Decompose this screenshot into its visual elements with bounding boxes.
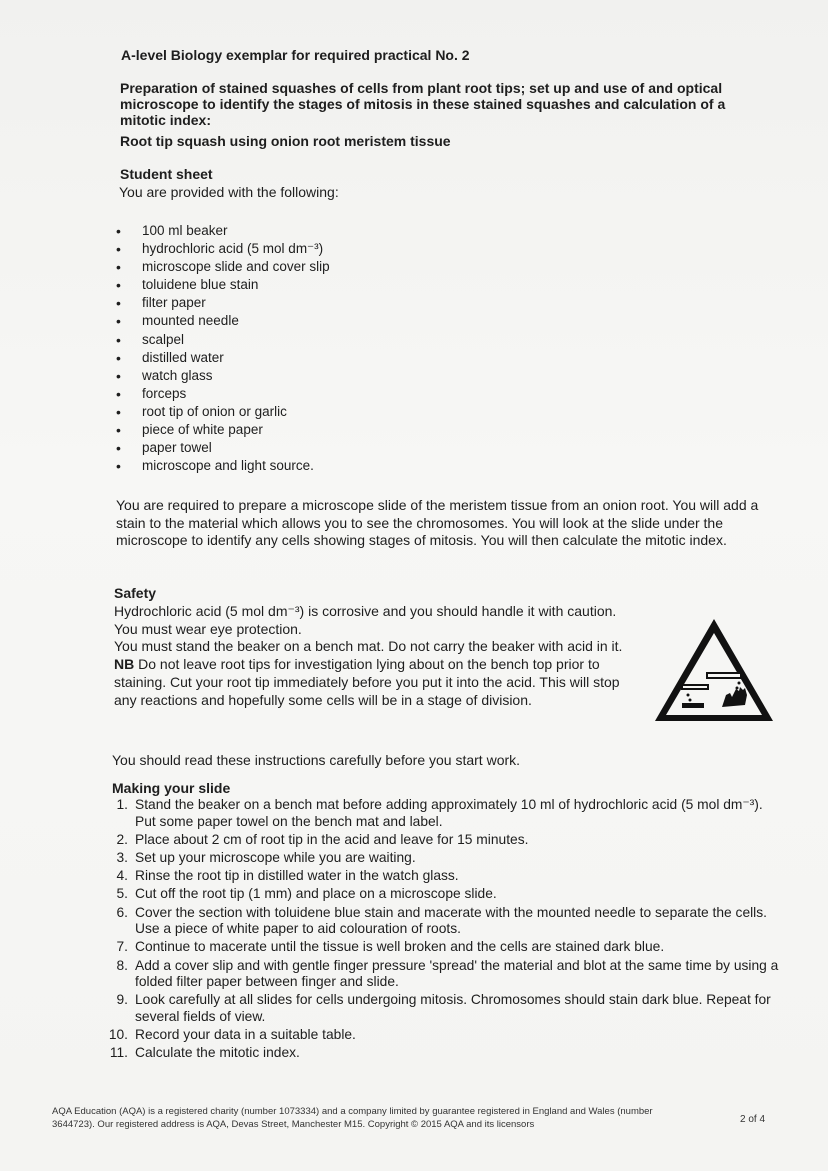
step-number: 10.	[108, 1027, 128, 1043]
step-number: 7.	[116, 939, 128, 955]
making-slide-heading: Making your slide	[112, 780, 231, 796]
step-text: Set up your microscope while you are waiting.	[135, 849, 416, 865]
safety-section	[114, 585, 644, 710]
step-number: 3.	[116, 849, 128, 865]
step-item	[104, 905, 784, 938]
step-text: Rinse the root tip in distilled water in the watch glass.	[135, 868, 459, 884]
method-steps	[104, 797, 784, 1063]
student-sheet-heading: Student sheet	[120, 166, 213, 182]
list-item: • microscope slide and cover slip	[116, 258, 330, 276]
step-text: Continue to macerate until the tissue is well broken and the cells are stained dark blue.	[135, 939, 665, 955]
footer-legal: AQA Education (AQA) is a registered charity (number 1073334) and a company limited by guarantee registered in England and Wales (number 3644723). Our registered address is AQA, Devas Street, Manchester M15. Copyright © 2015 AQA and its licensors	[52, 1106, 653, 1130]
list-item: • filter paper	[116, 294, 330, 312]
step-number: 1.	[116, 797, 128, 812]
step-item	[104, 958, 784, 991]
step-item	[104, 992, 784, 1025]
list-item: • scalpel	[116, 331, 330, 349]
step-text: Add a cover slip and with gentle finger pressure 'spread' the material and blot at the same time by using a folded filter paper between finger and slide.	[135, 957, 779, 990]
step-item	[104, 797, 784, 830]
step-item	[104, 850, 784, 867]
list-item: • toluidene blue stain	[116, 276, 330, 294]
step-text: Stand the beaker on a bench mat before adding approximately 10 ml of hydrochloric acid (5 mol dm⁻³). Put some paper towel on the bench mat and label.	[135, 797, 763, 829]
document-title: A-level Biology exemplar for required practical No. 2	[121, 47, 470, 63]
list-item: • paper towel	[116, 439, 330, 457]
step-number: 8.	[116, 957, 128, 973]
list-item: • distilled water	[116, 349, 330, 367]
step-text: Look carefully at all slides for cells undergoing mitosis. Chromosomes should stain dark blue. Repeat for several fields of view.	[135, 992, 771, 1024]
step-text: Record your data in a suitable table.	[135, 1027, 356, 1043]
step-number: 5.	[116, 886, 128, 902]
step-item	[104, 832, 784, 849]
step-number: 9.	[116, 992, 128, 1008]
step-number: 11.	[109, 1045, 128, 1061]
list-item: • piece of white paper	[116, 421, 330, 439]
list-item: • watch glass	[116, 367, 330, 385]
safety-heading: Safety	[114, 585, 157, 601]
step-text: Place about 2 cm of root tip in the acid and leave for 15 minutes.	[135, 831, 529, 847]
step-number: 4.	[116, 868, 128, 884]
step-item	[104, 886, 784, 903]
safety-line-eye: You must wear eye protection.	[114, 620, 302, 637]
step-item	[104, 868, 784, 885]
step-item	[104, 939, 784, 956]
list-item: • mounted needle	[116, 312, 330, 330]
list-item: • 100 ml beaker	[116, 222, 330, 240]
task-description: You are required to prepare a microscope slide of the meristem tissue from an onion root. You will add a stain to the material which allows you to see the chromosomes. You will look at the slide under the microscope to identify any cells showing stages of mitosis. You will then calculate the mitotic index.	[116, 497, 759, 548]
document-subtitle: Preparation of stained squashes of cells from plant root tips; set up and use of and optical microscope to identify the stages of mitosis in these stained squashes and calculation of a mitotic index:	[120, 80, 726, 128]
step-number: 6.	[116, 904, 128, 920]
step-item	[104, 1045, 784, 1062]
safety-line-acid: Hydrochloric acid (5 mol dm⁻³) is corrosive and you should handle it with caution.	[114, 602, 617, 619]
step-text: Cut off the root tip (1 mm) and place on a microscope slide.	[135, 886, 497, 902]
student-sheet-intro: You are provided with the following:	[119, 184, 339, 200]
list-item: • hydrochloric acid (5 mol dm⁻³)	[116, 240, 330, 258]
step-number: 2.	[116, 831, 128, 847]
step-text: Calculate the mitotic index.	[135, 1045, 300, 1061]
page-number: 2 of 4	[740, 1114, 766, 1125]
read-instructions-note: You should read these instructions carefully before you start work.	[112, 752, 521, 768]
nb-text: Do not leave root tips for investigation lying about on the bench top prior to staining. Cut your root tip immediately before you put it into the acid. This will stop any reactions and hopefully some cells will be in a stage of division.	[114, 656, 620, 708]
corrosive-hazard-icon	[652, 615, 777, 725]
equipment-list	[116, 222, 330, 475]
step-text: Cover the section with toluidene blue stain and macerate with the mounted needle to separate the cells. Use a piece of white paper to aid colouration of roots.	[135, 904, 767, 937]
safety-line-bench: You must stand the beaker on a bench mat. Do not carry the beaker with acid in it.	[114, 638, 623, 655]
list-item: • microscope and light source.	[116, 457, 330, 475]
list-item: • forceps	[116, 385, 330, 403]
document-subtitle-2: Root tip squash using onion root meristem tissue	[120, 133, 451, 149]
list-item: • root tip of onion or garlic	[116, 403, 330, 421]
safety-nb	[114, 656, 644, 709]
nb-label: NB	[114, 656, 135, 673]
step-item	[104, 1027, 784, 1044]
